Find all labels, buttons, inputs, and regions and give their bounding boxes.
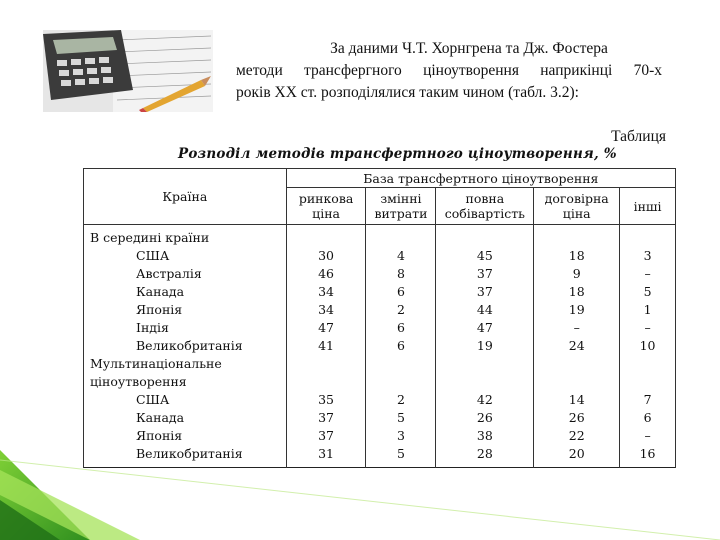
table-row: США 30 4 45 18 3	[84, 247, 676, 265]
table-row: Великобританія 41 6 19 24 10	[84, 337, 676, 355]
intro-line-3: років ХХ ст. розподілялися таким чином (табл. 3.2):	[236, 84, 579, 101]
table-row: Канада 37 5 26 26 6	[84, 409, 676, 427]
table-row: США 35 2 42 14 7	[84, 391, 676, 409]
table-title: Розподіл методів трансфертного ціноутворення, %	[178, 146, 617, 162]
calculator-photo	[43, 30, 213, 112]
table-row: Японія 37 3 38 22 –	[84, 427, 676, 445]
header-group: База трансфертного ціноутворення	[286, 169, 675, 188]
header-col: змінні витрати	[366, 188, 436, 225]
table-row: Канада 34 6 37 18 5	[84, 283, 676, 301]
table-row: Австралія 46 8 37 9 –	[84, 265, 676, 283]
header-col: ринкова ціна	[286, 188, 366, 225]
header-col: повна собівартість	[436, 188, 534, 225]
header-col: договірна ціна	[534, 188, 620, 225]
table-row: Великобританія 31 5 28 20 16	[84, 445, 676, 468]
intro-paragraph	[236, 38, 662, 104]
header-country: Країна	[84, 169, 287, 225]
intro-line-2: методи трансфергного ціноутворення наприкінці 70-х	[236, 62, 662, 79]
intro-line-1: За даними Ч.Т. Хорнгрена та Дж. Фостера	[330, 40, 608, 57]
table-row: Японія 34 2 44 19 1	[84, 301, 676, 319]
group-label: В середині країни	[84, 225, 287, 248]
group-label: ціноутворення	[84, 373, 287, 391]
table-row: Індія 47 6 47 – –	[84, 319, 676, 337]
transfer-pricing-table	[83, 168, 676, 468]
header-col: інші	[620, 188, 676, 225]
table-label: Таблиця	[611, 128, 666, 145]
group-label: Мультинаціональне	[84, 355, 287, 373]
decorative-green-swoosh	[0, 440, 720, 540]
